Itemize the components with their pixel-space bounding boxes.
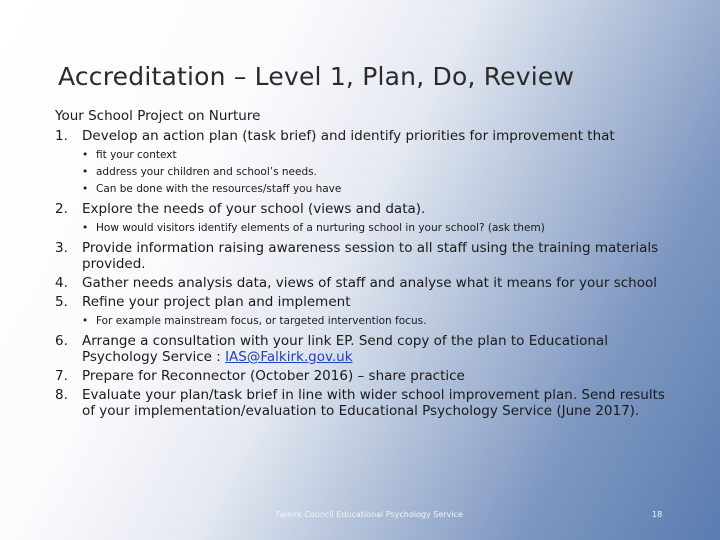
bullet-icon: • [82,222,89,234]
bullet-icon: • [82,166,89,178]
item-text: Gather needs analysis data, views of staff and analyse what it means for your school [82,275,657,291]
item-text: Prepare for Reconnector (October 2016) – share practice [82,368,465,384]
item-text: Explore the needs of your school (views and data). [82,201,426,217]
sub-bullet-list [82,147,675,198]
sub-bullet-text: Can be done with the resources/staff you have [96,183,342,195]
bullet-icon: • [82,183,89,195]
item-number: 7. [55,368,68,384]
sub-bullet-text: address your children and school’s needs. [96,166,317,178]
email-link[interactable]: IAS@Falkirk.gov.uk [225,349,353,365]
sub-bullet [82,181,675,198]
list-item [55,368,675,384]
item-number: 3. [55,240,68,256]
sub-bullet-text: fit your context [96,149,177,161]
footer-date: 01-Dec-20 [57,510,99,519]
sub-bullet-text: How would visitors identify elements of a nurturing school in your school? (ask them) [96,222,545,234]
list-item [55,294,675,330]
list-item [55,387,675,419]
sub-bullet [82,313,675,330]
item-number: 5. [55,294,68,310]
sub-bullet-text: For example mainstream focus, or targeted intervention focus. [96,315,427,327]
item-text: Develop an action plan (task brief) and identify priorities for improvement that [82,128,615,144]
slide-body [55,108,675,419]
sub-bullet [82,147,675,164]
sub-bullet [82,164,675,181]
item-number: 2. [55,201,68,217]
bullet-icon: • [82,149,89,161]
slide-subtitle: Your School Project on Nurture [55,108,261,124]
item-text: Evaluate your plan/task brief in line with wider school improvement plan. Send results of your implementation/evaluation to Educational Psychology Service (June 2017). [82,387,665,419]
item-number: 6. [55,333,68,349]
item-number: 8. [55,387,68,403]
item-text: Arrange a consultation with your link EP. Send copy of the plan to Educational Psychology Service : [82,333,608,365]
item-text: Refine your project plan and implement [82,294,351,310]
bullet-icon: • [82,315,89,327]
list-item [55,201,675,237]
slide-number: 18 [652,510,663,519]
sub-bullet-list [82,313,675,330]
sub-bullet-list [82,220,675,237]
footer-organisation: Falkirk Council Educational Psychology Service [276,510,463,519]
list-item [55,128,675,198]
list-item [55,275,675,291]
slide-title: Accreditation – Level 1, Plan, Do, Review [58,62,575,91]
sub-bullet [82,220,675,237]
item-text: Provide information raising awareness session to all staff using the training materials provided. [82,240,659,272]
item-number: 1. [55,128,68,144]
list-item [55,333,675,365]
item-number: 4. [55,275,68,291]
list-item [55,240,675,272]
